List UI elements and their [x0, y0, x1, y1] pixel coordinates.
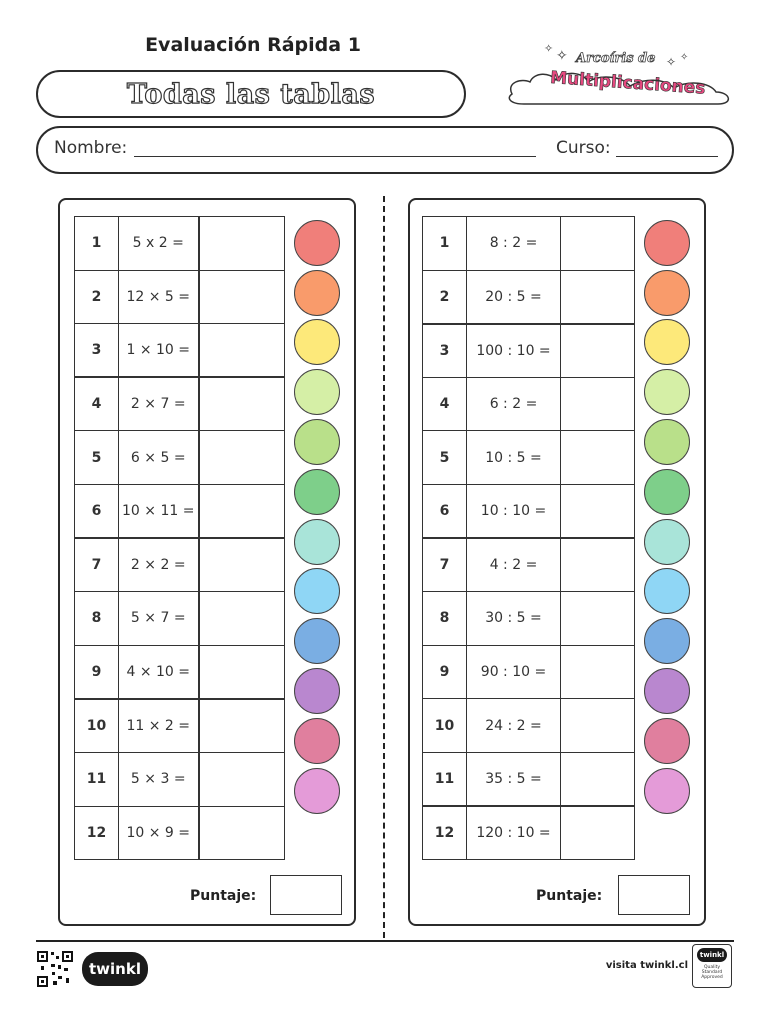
sparkle-icon: ✧ — [556, 48, 568, 64]
score-label: Puntaje: — [190, 888, 257, 904]
question-number: 9 — [75, 645, 119, 699]
table-row — [423, 806, 635, 860]
qr-code-icon[interactable] — [36, 950, 74, 988]
table-row — [75, 270, 285, 324]
question-expression: 120 : 10 = — [467, 806, 561, 860]
question-number: 11 — [423, 752, 467, 806]
answer-cell[interactable] — [199, 592, 285, 646]
division-table — [422, 216, 635, 860]
sparkle-icon: ✧ — [666, 55, 677, 69]
color-circle[interactable] — [644, 519, 690, 565]
question-number: 10 — [423, 699, 467, 753]
table-row — [75, 592, 285, 646]
color-circle[interactable] — [644, 469, 690, 515]
question-number: 4 — [75, 377, 119, 431]
question-number: 3 — [75, 324, 119, 378]
answer-cell[interactable] — [561, 538, 635, 592]
color-circle[interactable] — [644, 419, 690, 465]
question-expression: 10 × 9 = — [119, 806, 199, 860]
question-expression: 6 × 5 = — [119, 431, 199, 485]
question-number: 12 — [423, 806, 467, 860]
table-row — [75, 484, 285, 538]
answer-cell[interactable] — [199, 270, 285, 324]
answer-cell[interactable] — [561, 592, 635, 646]
question-number: 9 — [423, 645, 467, 699]
question-expression: 12 × 5 = — [119, 270, 199, 324]
color-circle[interactable] — [644, 568, 690, 614]
color-circle[interactable] — [644, 369, 690, 415]
question-expression: 5 x 2 = — [119, 217, 199, 271]
table-row — [75, 538, 285, 592]
answer-cell[interactable] — [561, 431, 635, 485]
question-expression: 10 × 11 = — [119, 484, 199, 538]
question-expression: 30 : 5 = — [467, 592, 561, 646]
question-number: 2 — [423, 270, 467, 324]
table-row — [423, 538, 635, 592]
sparkle-icon: ✧ — [680, 52, 689, 63]
question-expression: 90 : 10 = — [467, 645, 561, 699]
color-circle[interactable] — [294, 668, 340, 714]
table-row — [423, 645, 635, 699]
logo-line2: Multiplicaciones — [549, 67, 707, 99]
question-expression: 5 × 7 = — [119, 592, 199, 646]
table-row — [75, 806, 285, 860]
course-field[interactable] — [616, 156, 718, 157]
table-row — [423, 377, 635, 431]
twinkl-logo: twinkl — [82, 952, 148, 986]
answer-cell[interactable] — [561, 752, 635, 806]
question-expression: 5 × 3 = — [119, 752, 199, 806]
answer-cell[interactable] — [199, 377, 285, 431]
answer-cell[interactable] — [561, 484, 635, 538]
score-field[interactable] — [270, 875, 342, 915]
answer-cell[interactable] — [561, 270, 635, 324]
color-circle[interactable] — [294, 419, 340, 465]
color-circle[interactable] — [294, 220, 340, 266]
color-circle[interactable] — [294, 718, 340, 764]
question-number: 5 — [423, 431, 467, 485]
table-row — [75, 752, 285, 806]
answer-cell[interactable] — [561, 645, 635, 699]
color-circle[interactable] — [294, 768, 340, 814]
question-number: 11 — [75, 752, 119, 806]
answer-cell[interactable] — [199, 484, 285, 538]
logo-line1: Arcoíris de — [576, 51, 656, 66]
answer-cell[interactable] — [561, 324, 635, 378]
table-row — [75, 324, 285, 378]
table-row — [75, 217, 285, 271]
question-expression: 100 : 10 = — [467, 324, 561, 378]
question-expression: 35 : 5 = — [467, 752, 561, 806]
division-panel — [408, 198, 706, 926]
question-number: 7 — [75, 538, 119, 592]
table-row — [423, 592, 635, 646]
answer-cell[interactable] — [199, 699, 285, 753]
dashed-divider — [383, 196, 385, 938]
question-expression: 11 × 2 = — [119, 699, 199, 753]
table-row — [423, 324, 635, 378]
question-expression: 4 : 2 = — [467, 538, 561, 592]
color-circle[interactable] — [644, 768, 690, 814]
color-circle[interactable] — [644, 618, 690, 664]
color-circle[interactable] — [294, 618, 340, 664]
table-row — [75, 377, 285, 431]
answer-cell[interactable] — [199, 752, 285, 806]
question-number: 6 — [423, 484, 467, 538]
question-expression: 2 × 7 = — [119, 377, 199, 431]
badge-brand: twinkl — [697, 948, 727, 962]
color-circle[interactable] — [294, 369, 340, 415]
question-expression: 24 : 2 = — [467, 699, 561, 753]
color-circle[interactable] — [294, 519, 340, 565]
answer-cell[interactable] — [199, 431, 285, 485]
multiplication-table — [74, 216, 285, 860]
badge-text: Quality Standard Approved — [701, 965, 723, 980]
color-circle[interactable] — [644, 319, 690, 365]
color-circle[interactable] — [294, 270, 340, 316]
question-number: 8 — [75, 592, 119, 646]
question-number: 1 — [423, 217, 467, 271]
table-row — [423, 270, 635, 324]
answer-cell[interactable] — [199, 217, 285, 271]
color-circle[interactable] — [644, 220, 690, 266]
table-row — [423, 752, 635, 806]
page-title: Evaluación Rápida 1 — [145, 34, 361, 56]
question-expression: 4 × 10 = — [119, 645, 199, 699]
table-row — [75, 645, 285, 699]
answer-cell[interactable] — [561, 217, 635, 271]
subtitle-banner — [36, 70, 466, 118]
question-number: 12 — [75, 806, 119, 860]
question-expression: 10 : 5 = — [467, 431, 561, 485]
subtitle-text: Todas las tablas — [126, 78, 376, 110]
answer-cell[interactable] — [561, 699, 635, 753]
color-circle[interactable] — [294, 469, 340, 515]
question-expression: 1 × 10 = — [119, 324, 199, 378]
table-row — [75, 699, 285, 753]
question-number: 3 — [423, 324, 467, 378]
answer-cell[interactable] — [199, 806, 285, 860]
multiplication-panel — [58, 198, 356, 926]
answer-cell[interactable] — [199, 538, 285, 592]
question-number: 6 — [75, 484, 119, 538]
table-row — [423, 699, 635, 753]
rainbow-multiplication-logo — [504, 38, 734, 110]
color-circle[interactable] — [294, 568, 340, 614]
answer-cell[interactable] — [199, 324, 285, 378]
question-expression: 8 : 2 = — [467, 217, 561, 271]
question-number: 7 — [423, 538, 467, 592]
visit-link[interactable]: visita twinkl.cl — [605, 960, 688, 971]
color-circle[interactable] — [644, 718, 690, 764]
name-label: Nombre: — [54, 138, 128, 158]
question-expression: 10 : 10 = — [467, 484, 561, 538]
student-info-bar — [36, 126, 734, 174]
score-field[interactable] — [618, 875, 690, 915]
color-circle[interactable] — [644, 668, 690, 714]
table-row — [75, 431, 285, 485]
answer-cell[interactable] — [561, 806, 635, 860]
color-circle[interactable] — [644, 270, 690, 316]
score-label: Puntaje: — [536, 888, 603, 904]
table-row — [423, 484, 635, 538]
question-number: 2 — [75, 270, 119, 324]
answer-cell[interactable] — [199, 645, 285, 699]
question-number: 10 — [75, 699, 119, 753]
question-number: 5 — [75, 431, 119, 485]
course-label: Curso: — [556, 138, 611, 158]
question-number: 4 — [423, 377, 467, 431]
sparkle-icon: ✧ — [544, 42, 554, 55]
question-expression: 20 : 5 = — [467, 270, 561, 324]
color-circle[interactable] — [294, 319, 340, 365]
table-row — [423, 217, 635, 271]
table-row — [423, 431, 635, 485]
footer-divider — [36, 940, 734, 942]
color-circles — [294, 216, 342, 817]
answer-cell[interactable] — [561, 377, 635, 431]
question-expression: 2 × 2 = — [119, 538, 199, 592]
name-field[interactable] — [134, 156, 536, 157]
question-expression: 6 : 2 = — [467, 377, 561, 431]
quality-badge — [692, 944, 732, 988]
question-number: 8 — [423, 592, 467, 646]
question-number: 1 — [75, 217, 119, 271]
color-circles — [644, 216, 692, 817]
